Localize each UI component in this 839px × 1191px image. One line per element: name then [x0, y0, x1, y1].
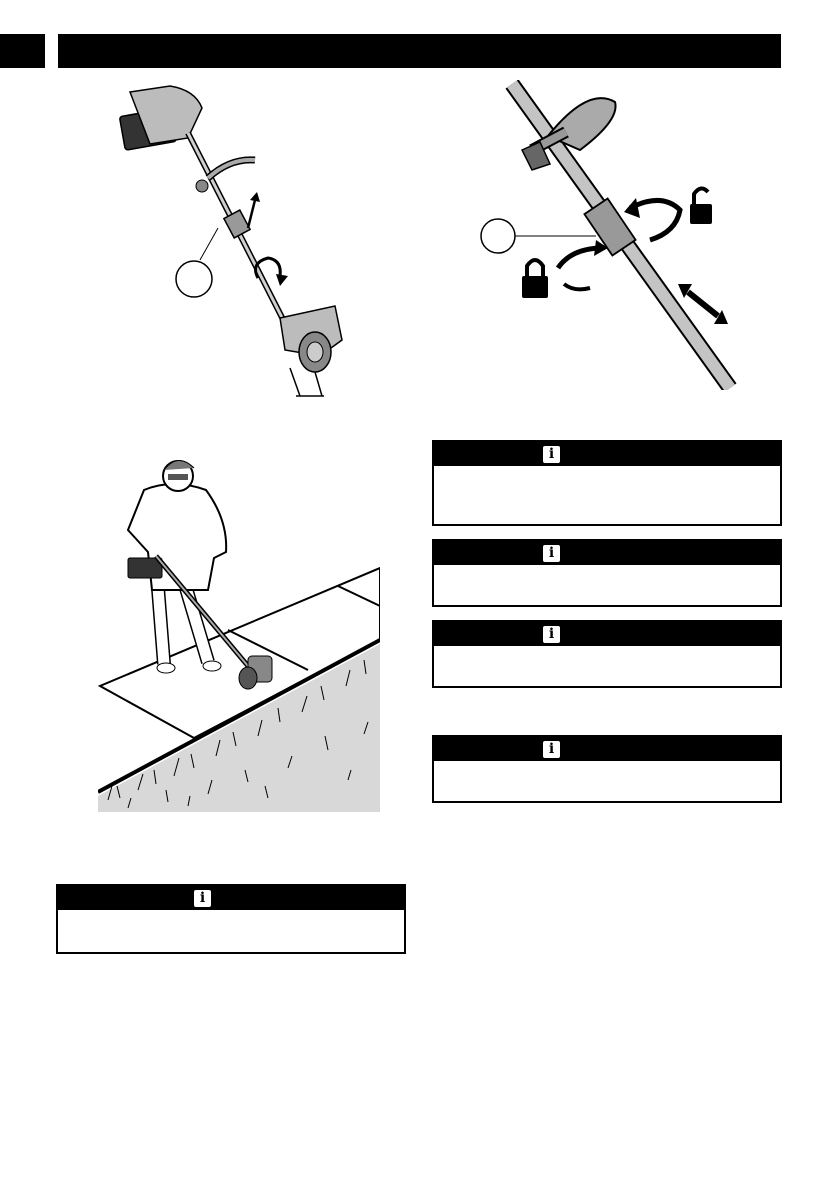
- header-bar: [58, 34, 781, 68]
- info-box-body: [58, 910, 404, 952]
- callout-circle-1: [176, 261, 212, 297]
- info-box-header: [434, 737, 780, 761]
- info-box-body: [434, 466, 780, 524]
- edging-illustration: [98, 450, 380, 812]
- info-box-header: [434, 541, 780, 565]
- info-icon: i: [543, 545, 560, 562]
- trimmer-illustration-1: [110, 78, 360, 398]
- info-icon: i: [543, 626, 560, 643]
- info-box-1: [432, 440, 782, 526]
- figure-operator-edging: [98, 450, 380, 812]
- trimmer-illustration-2: [470, 80, 740, 390]
- figure-lock-collar-detail: [470, 80, 740, 390]
- info-box-header: [58, 886, 404, 910]
- info-box-3: [432, 620, 782, 688]
- info-box-4: [432, 735, 782, 803]
- figure-trimmer-shaft-adjust: [110, 78, 360, 398]
- info-box-2: [432, 539, 782, 607]
- page-tab: [0, 34, 45, 68]
- info-icon: i: [543, 741, 560, 758]
- info-box-body: [434, 646, 780, 686]
- info-box-body: [434, 761, 780, 801]
- info-icon: i: [194, 890, 211, 907]
- info-box-header: [434, 442, 780, 466]
- info-box-5: [56, 884, 406, 954]
- callout-circle-2: [481, 219, 515, 253]
- info-box-body: [434, 565, 780, 605]
- info-icon: i: [543, 446, 560, 463]
- info-box-header: [434, 622, 780, 646]
